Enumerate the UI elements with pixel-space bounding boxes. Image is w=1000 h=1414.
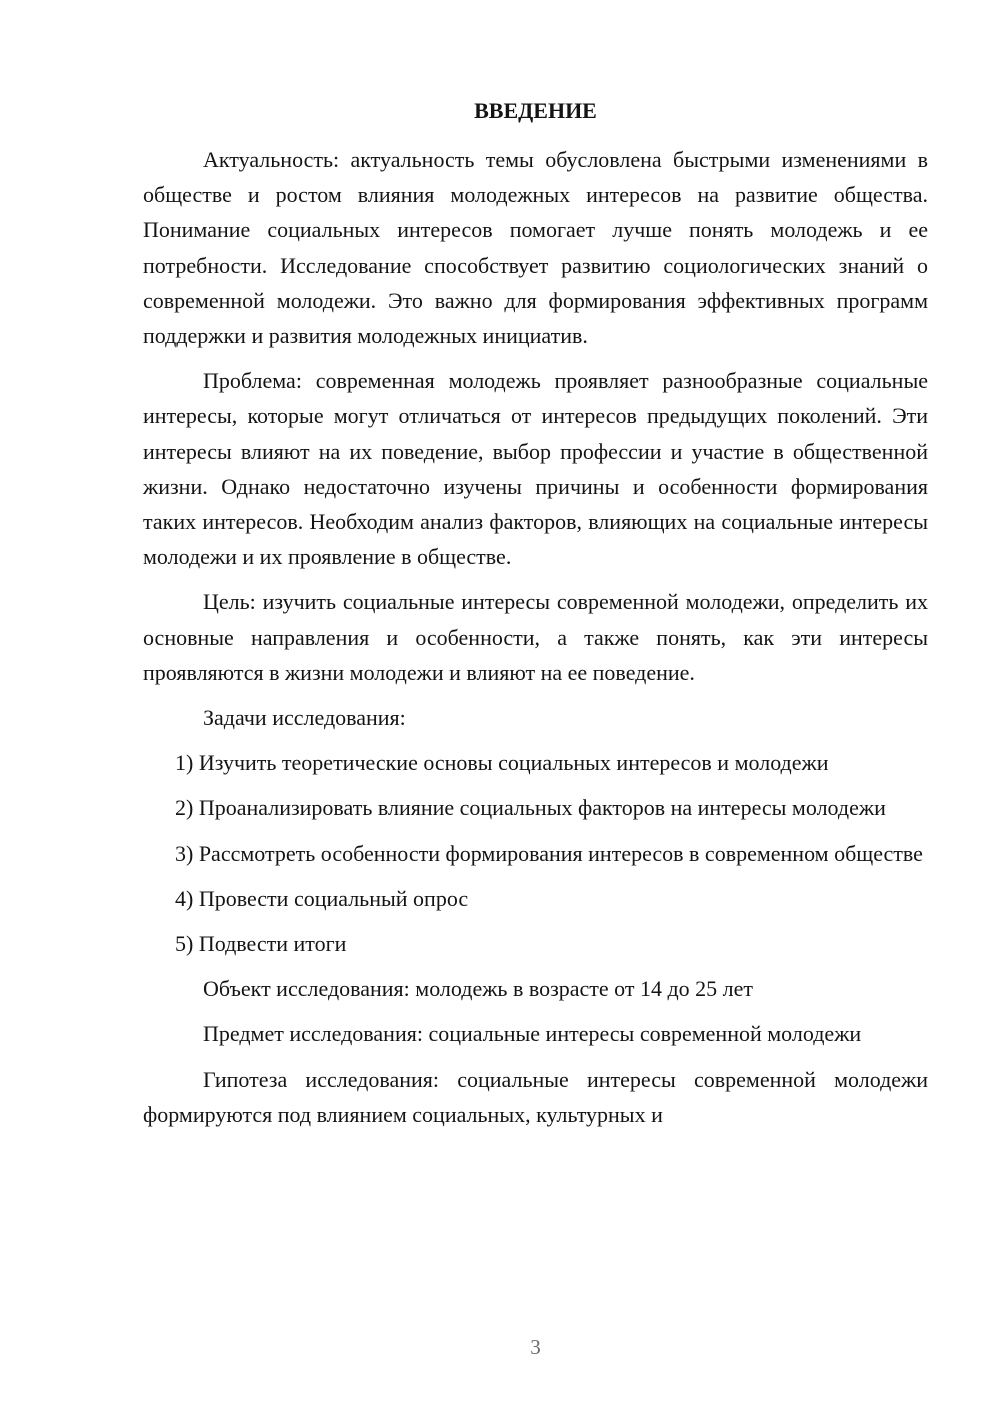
paragraph-relevance: Актуальность: актуальность темы обусловлена быстрыми изменениями в обществе и ростом влияния молодежных интересов на развитие общества. Понимание социальных интересов помогает лучше понять молодежь и ее потребности. Исследование способствует развитию социологических знаний о современной молодежи. Это важно для формирования эффективных программ поддержки и развития молодежных инициатив.: [143, 147, 928, 349]
page-number: 3: [530, 1335, 541, 1359]
page-title: ВВЕДЕНИЕ: [474, 98, 597, 123]
paragraph-object: Объект исследования: молодежь в возрасте от 14 до 25 лет: [203, 976, 754, 1002]
paragraph-problem: Проблема: современная молодежь проявляет разнообразные социальные интересы, которые могут отличаться от интересов предыдущих поколений. Эти интересы влияют на их поведение, выбор профессии и участие в общественной жизни. Однако недостаточно изучены причины и особенности формирования таких интересов. Необходим анализ факторов, влияющих на социальные интересы молодежи и их проявление в обществе.: [143, 368, 928, 570]
task-item-2: 2) Проанализировать влияние социальных факторов на интересы молодежи: [175, 795, 886, 821]
document-page: [143, 0, 928, 1414]
paragraph-hypothesis: Гипотеза исследования: социальные интересы современной молодежи формируются под влиянием социальных, культурных и: [143, 1066, 928, 1127]
task-item-5: 5) Подвести итоги: [175, 931, 347, 957]
paragraph-subject: Предмет исследования: социальные интересы современной молодежи: [203, 1021, 862, 1047]
task-item-3: 3) Рассмотреть особенности формирования интересов в современном обществе: [175, 840, 923, 866]
task-item-1: 1) Изучить теоретические основы социальных интересов и молодежи: [175, 750, 829, 776]
paragraph-goal: Цель: изучить социальные интересы современной молодежи, определить их основные направления и особенности, а также понять, как эти интересы проявляются в жизни молодежи и влияют на ее поведение.: [143, 589, 928, 685]
document-body: [143, 142, 928, 1142]
tasks-heading: Задачи исследования:: [203, 705, 406, 731]
task-item-4: 4) Провести социальный опрос: [175, 885, 469, 911]
